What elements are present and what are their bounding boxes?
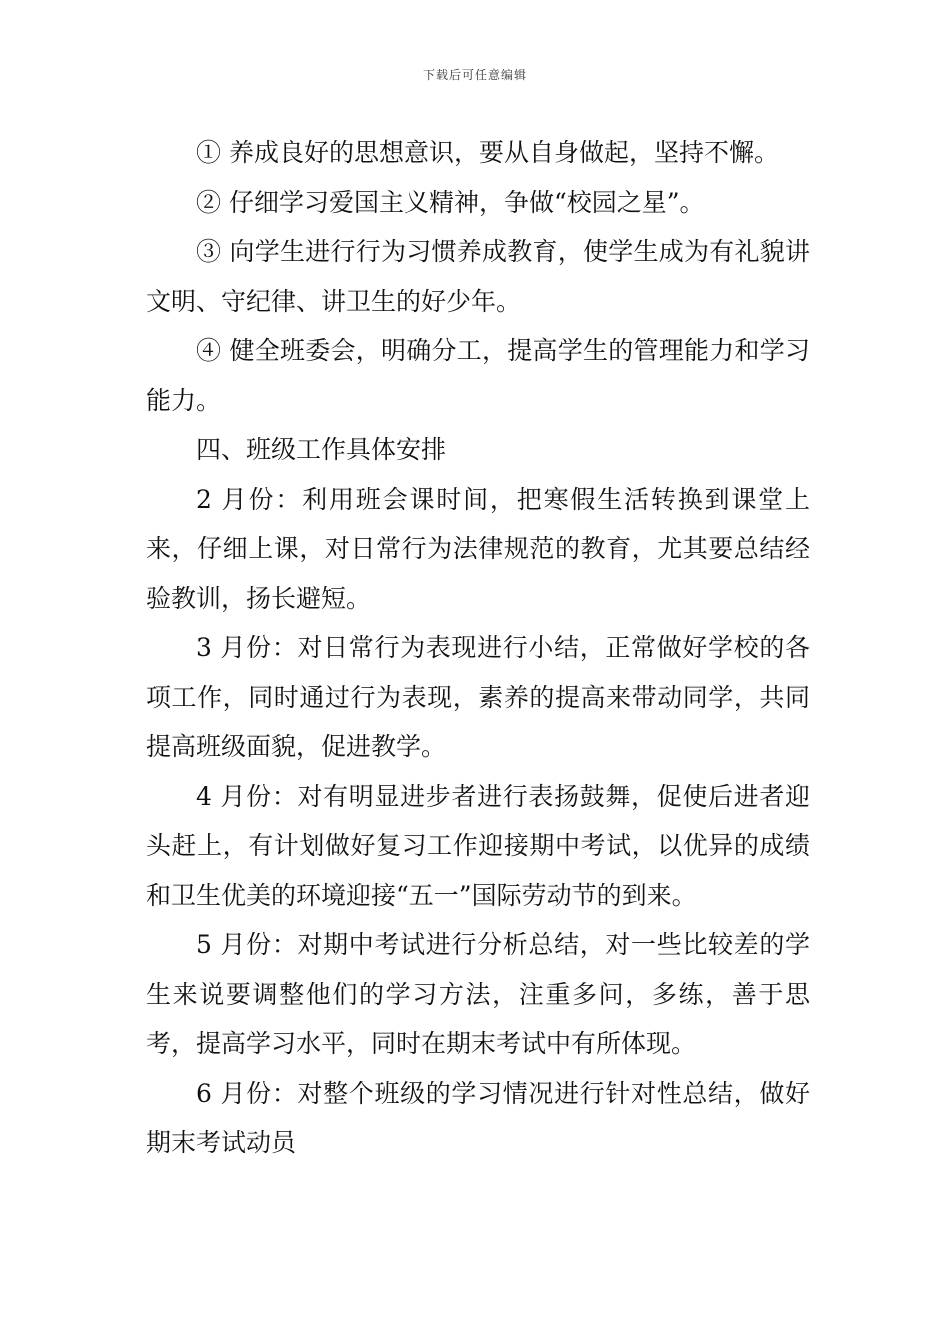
paragraph-month-2: 2 月份：利用班会课时间，把寒假生活转换到课堂上来，仔细上课，对日常行为法律规范的教育，尤其要总结经验教训，扬长避短。: [146, 484, 810, 613]
paragraph-item-1: ① 养成良好的思想意识，要从自身做起，坚持不懈。: [196, 138, 779, 167]
paragraph-item-2: ② 仔细学习爱国主义精神，争做“校园之星”。: [196, 187, 705, 217]
page-header: 下载后可任意编辑: [422, 68, 527, 82]
document-body: [146, 128, 810, 1168]
paragraph-item-3: ③ 向学生进行行为习惯养成教育，使学生成为有礼貌讲文明、守纪律、讲卫生的好少年。: [146, 237, 810, 316]
paragraph-month-5: 5 月份：对期中考试进行分析总结，对一些比较差的学生来说要调整他们的学习方法，注重多问，多练，善于思考，提高学习水平，同时在期末考试中有所体现。: [146, 930, 810, 1058]
paragraph-item-4: ④ 健全班委会，明确分工，提高学生的管理能力和学习能力。: [146, 336, 810, 415]
paragraph-month-6: 6 月份：对整个班级的学习情况进行针对性总结，做好期末考试动员: [146, 1078, 810, 1157]
paragraph-month-3: 3 月份：对日常行为表现进行小结，正常做好学校的各项工作，同时通过行为表现，素养的提高来带动同学，共同提高班级面貌，促进教学。: [146, 633, 810, 761]
paragraph-month-4: 4 月份：对有明显进步者进行表扬鼓舞，促使后进者迎头赶上，有计划做好复习工作迎接期中考试，以优异的成绩和卫生优美的环境迎接“五一”国际劳动节的到来。: [146, 781, 810, 910]
section-heading: 四、班级工作具体安排: [196, 435, 447, 464]
